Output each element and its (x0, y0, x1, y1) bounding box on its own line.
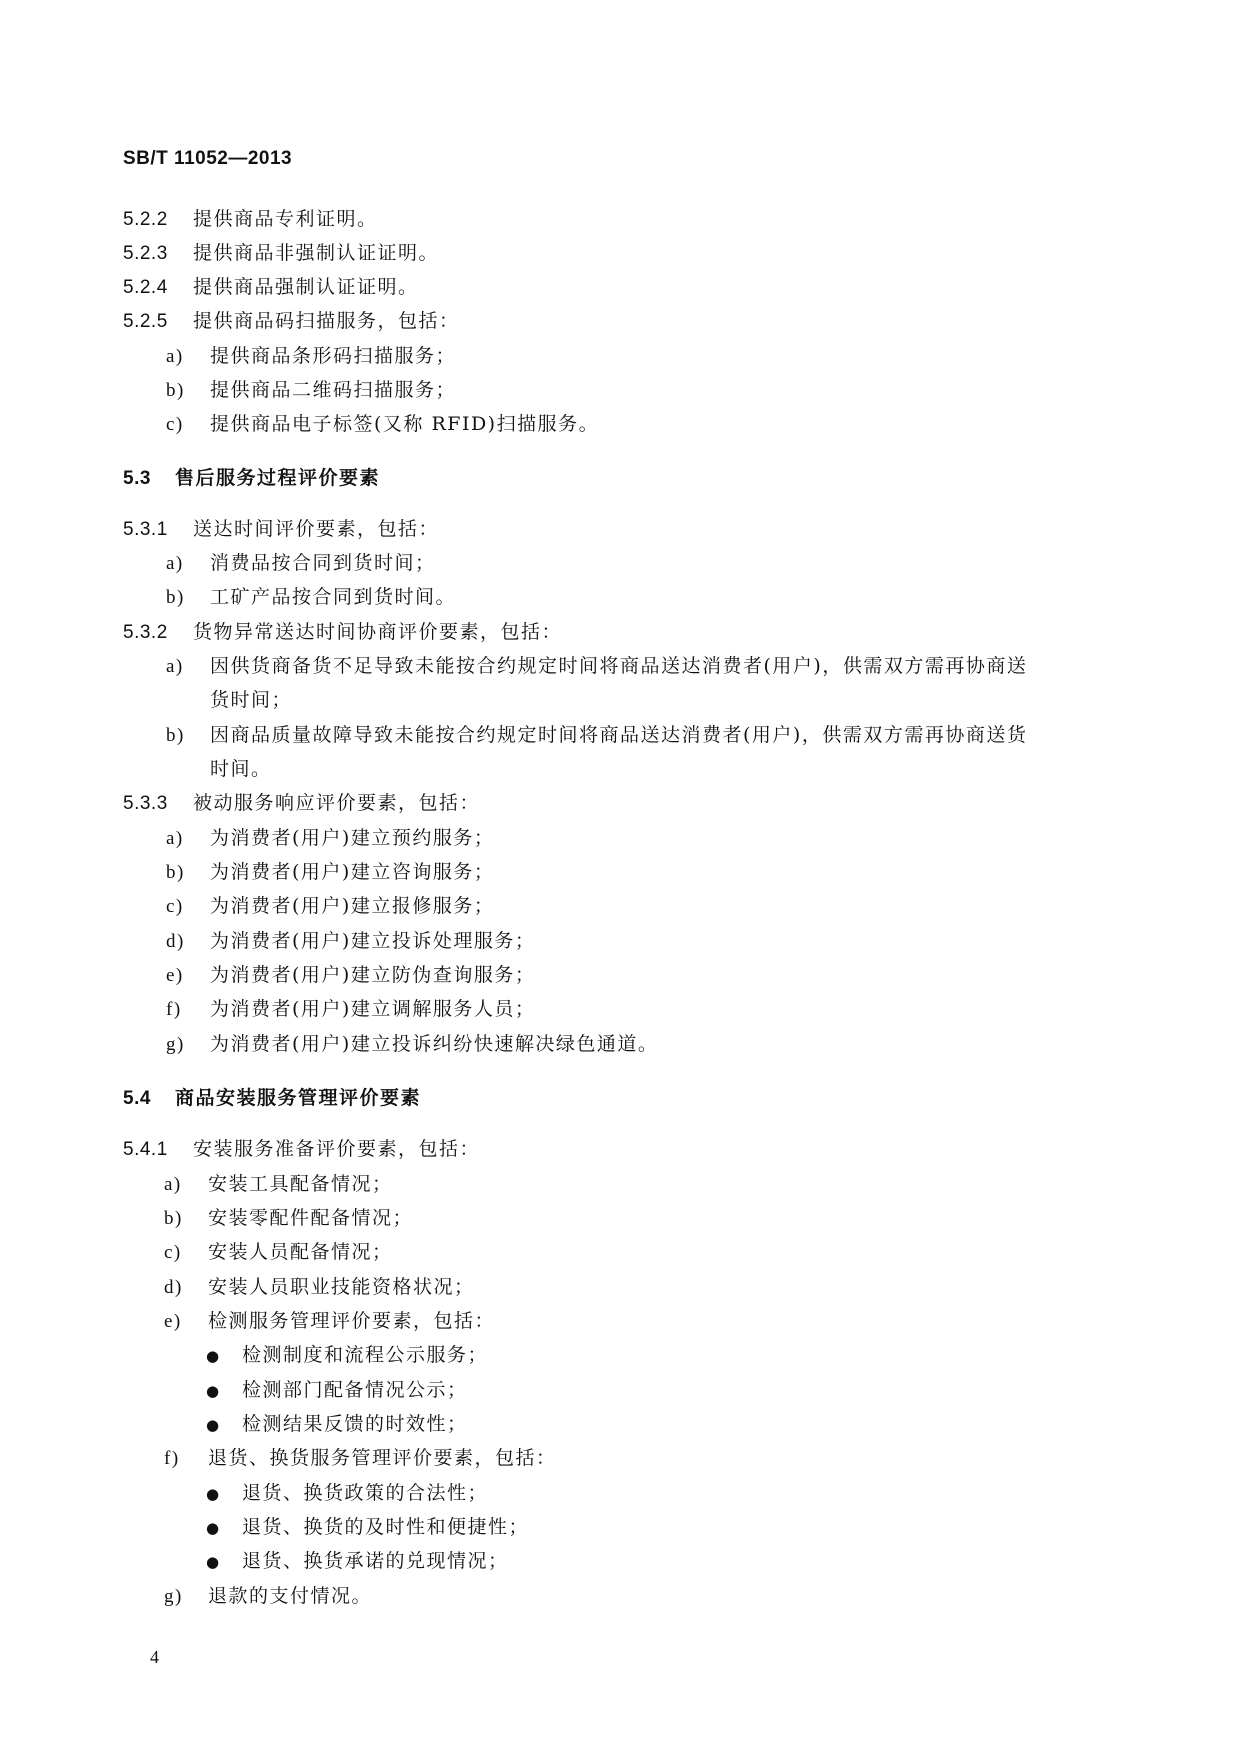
bullet-icon: ● (206, 1553, 221, 1571)
list-item: e) 为消费者(用户)建立防伪查询服务； (166, 964, 536, 986)
list-item: b) 因商品质量故障导致未能按合约规定时间将商品送达消费者(用户)，供需双方需再协商送货 (166, 724, 1028, 746)
list-item: d) 为消费者(用户)建立投诉处理服务； (166, 930, 536, 952)
clause-5-2-2: 5.2.2 提供商品专利证明。 (123, 208, 378, 230)
list-item: a) 消费品按合同到货时间； (166, 552, 436, 574)
bullet-item: ● 退货、换货的及时性和便捷性； (206, 1514, 529, 1541)
list-item: e) 检测服务管理评价要素，包括： (164, 1310, 496, 1332)
section-heading-5-4: 5.4 商品安装服务管理评价要素 (123, 1087, 422, 1109)
bullet-item: ● 退货、换货政策的合法性； (206, 1480, 488, 1507)
bullet-icon: ● (206, 1519, 221, 1537)
bullet-item: ● 检测制度和流程公示服务； (206, 1342, 488, 1369)
list-item: b) 提供商品二维码扫描服务； (166, 379, 457, 401)
clause-5-2-4: 5.2.4 提供商品强制认证证明。 (123, 276, 419, 298)
bullet-icon: ● (206, 1347, 221, 1365)
clause-5-4-1: 5.4.1 安装服务准备评价要素，包括： (123, 1138, 481, 1160)
list-item: g) 退款的支付情况。 (164, 1585, 373, 1607)
clause-5-2-5: 5.2.5 提供商品码扫描服务，包括： (123, 310, 460, 332)
list-item: a) 为消费者(用户)建立预约服务； (166, 827, 495, 849)
list-item: c) 为消费者(用户)建立报修服务； (166, 895, 495, 917)
section-heading-5-3: 5.3 售后服务过程评价要素 (123, 467, 381, 489)
clause-5-3-2: 5.3.2 货物异常送达时间协商评价要素，包括： (123, 621, 563, 643)
list-item: f) 为消费者(用户)建立调解服务人员； (166, 998, 536, 1020)
list-item: a) 安装工具配备情况； (164, 1173, 393, 1195)
list-item: c) 安装人员配备情况； (164, 1241, 393, 1263)
list-item: a) 因供货商备货不足导致未能按合约规定时间将商品送达消费者(用户)，供需双方需再协商送 (166, 655, 1028, 677)
bullet-icon: ● (206, 1382, 221, 1400)
bullet-item: ● 检测部门配备情况公示； (206, 1377, 468, 1404)
clause-5-3-3: 5.3.3 被动服务响应评价要素，包括： (123, 792, 481, 814)
clause-5-2-3: 5.2.3 提供商品非强制认证证明。 (123, 242, 440, 264)
list-item: d) 安装人员职业技能资格状况； (164, 1276, 475, 1298)
list-item: c) 提供商品电子标签(又称 RFID)扫描服务。 (166, 413, 600, 435)
list-item-continuation: 货时间； (210, 689, 293, 711)
bullet-item: ● 退货、换货承诺的兑现情况； (206, 1548, 509, 1575)
list-item: b) 安装零配件配备情况； (164, 1207, 414, 1229)
page-number: 4 (150, 1647, 159, 1667)
document-code: SB/T 11052—2013 (123, 148, 293, 169)
list-item: b) 工矿产品按合同到货时间。 (166, 586, 457, 608)
bullet-icon: ● (206, 1416, 221, 1434)
list-item: g) 为消费者(用户)建立投诉纠纷快速解决绿色通道。 (166, 1033, 659, 1055)
list-item: a) 提供商品条形码扫描服务； (166, 345, 457, 367)
list-item-continuation: 时间。 (210, 758, 272, 780)
clause-5-3-1: 5.3.1 送达时间评价要素，包括： (123, 518, 440, 540)
list-item: f) 退货、换货服务管理评价要素，包括： (164, 1447, 557, 1469)
bullet-icon: ● (206, 1485, 221, 1503)
bullet-item: ● 检测结果反馈的时效性； (206, 1411, 468, 1438)
list-item: b) 为消费者(用户)建立咨询服务； (166, 861, 495, 883)
